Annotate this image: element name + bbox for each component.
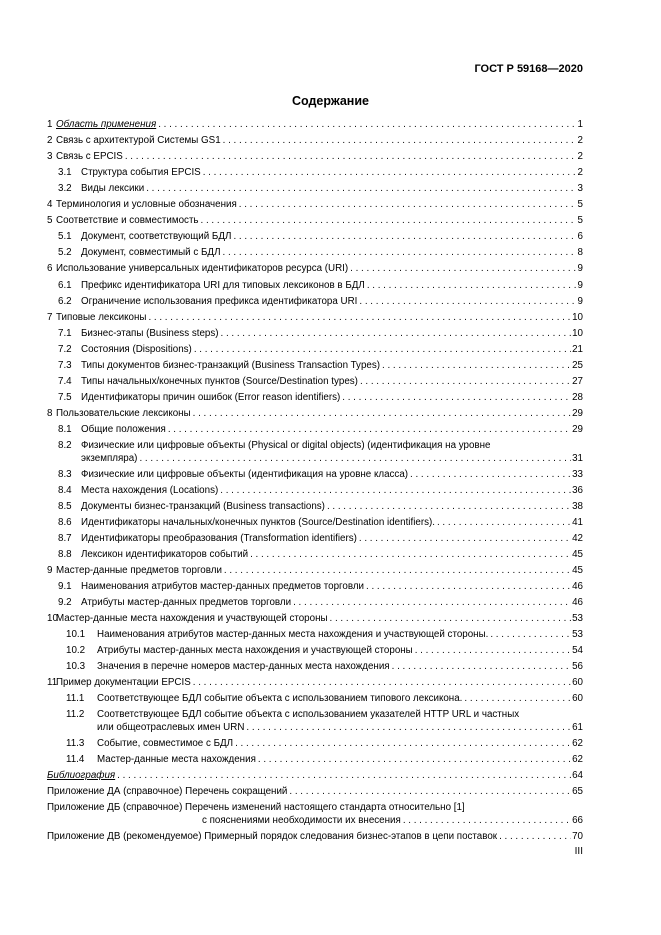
toc-entry[interactable] [47, 754, 583, 767]
toc-entry-title: Пример документации EPCIS [56, 677, 191, 689]
toc-entry-title: Наименования атрибутов мастер-данных места нахождения и участвующей стороны. [97, 629, 489, 641]
toc-entry-number: 7.1 [58, 327, 72, 339]
dot-leader [367, 280, 577, 293]
toc-page-number: 45 [572, 564, 583, 576]
toc-entry-number: 11.3 [66, 737, 85, 749]
dot-leader [258, 754, 571, 767]
toc-entry[interactable] [47, 296, 583, 309]
toc-entry-title: Физические или цифровые объекты (Physical or digital objects) (идентификация на уровне [81, 440, 491, 451]
document-header: ГОСТ Р 59168—2020 [474, 63, 583, 75]
toc-page-number: 8 [577, 247, 583, 259]
toc-entry-title: Документы бизнес-транзакций (Business transactions) [81, 500, 325, 512]
dot-leader [293, 597, 571, 610]
toc-entry-number: 9.2 [58, 596, 72, 608]
toc-entry-title: Префикс идентификатора URI для типовых лексиконов в БДЛ [81, 279, 365, 291]
toc-entry-title: Состояния (Dispositions) [81, 343, 192, 355]
toc-entry-number: 10.1 [66, 629, 86, 641]
toc-entry[interactable] [47, 376, 583, 389]
toc-page-number: 9 [577, 263, 583, 275]
toc-entry-title: Виды лексики [81, 183, 145, 195]
toc-entry[interactable] [47, 408, 583, 421]
toc-entry[interactable] [47, 151, 583, 164]
toc-page-number: 62 [572, 737, 583, 749]
toc-entry[interactable] [47, 312, 583, 325]
toc-entry-number: 1 [47, 119, 53, 130]
toc-entry-title: Связь с EPCIS [56, 151, 123, 163]
toc-page-number: 31 [572, 452, 583, 464]
toc-page-number: 2 [577, 151, 583, 163]
toc-page-number: 9 [577, 279, 583, 291]
dot-leader [415, 645, 571, 658]
toc-entry-number: 10.3 [66, 661, 86, 673]
toc-entry[interactable] [47, 485, 583, 498]
toc-page-number: 25 [572, 359, 583, 371]
toc-page-number: 45 [572, 548, 583, 560]
dot-leader [289, 786, 571, 799]
toc-entry-number: 11.2 [66, 709, 85, 721]
dot-leader [499, 831, 571, 844]
toc-entry-title: Приложение ДБ (справочное) Перечень изменений настоящего стандарта относительно [1] [47, 802, 465, 814]
toc-entry-title: Места нахождения (Locations) [81, 484, 219, 496]
toc-entry-number: 10.2 [66, 645, 86, 657]
toc-page-number: 2 [577, 135, 583, 147]
toc-entry[interactable] [47, 263, 583, 276]
toc-entry[interactable] [47, 199, 583, 212]
toc-entry[interactable] [47, 247, 583, 260]
toc-entry-title: Библиография [47, 769, 116, 781]
dot-leader [168, 424, 571, 437]
dot-leader [250, 549, 571, 562]
toc-entry-number: 6.1 [58, 279, 72, 291]
toc-entry-number: 3.1 [58, 167, 72, 179]
toc-page-number: 41 [572, 516, 583, 528]
toc-entry-title: Событие, совместимое с БДЛ [97, 737, 234, 749]
toc-entry[interactable] [47, 645, 583, 658]
toc-page-number: 53 [572, 629, 583, 641]
toc-entry-number: 8.5 [58, 500, 72, 512]
page-number: III [574, 846, 583, 857]
toc-entry[interactable] [47, 629, 583, 642]
toc-entry-title: Атрибуты мастер-данных предметов торговли [81, 596, 292, 608]
toc-page-number: 21 [572, 343, 583, 355]
toc-page-number: 36 [572, 484, 583, 496]
toc-entry[interactable] [47, 693, 583, 706]
toc-entry[interactable] [47, 231, 583, 244]
toc-page-number: 9 [577, 295, 583, 307]
toc-page-number: 54 [572, 645, 583, 657]
toc-entry-title: Использование универсальных идентификаторов ресурса (URI) [56, 263, 349, 275]
toc-page-number: 27 [572, 375, 583, 387]
toc-page-number: 56 [572, 661, 583, 673]
toc-entry-number: 7.3 [58, 359, 72, 371]
toc-entry-title: Общие положения [81, 423, 166, 435]
dot-leader [366, 581, 571, 594]
dot-leader [223, 135, 577, 148]
toc-page-number: 46 [572, 596, 583, 608]
dot-leader [158, 119, 576, 132]
toc-page-number: 65 [572, 786, 583, 797]
toc-entry[interactable] [47, 215, 583, 228]
dot-leader [224, 565, 571, 578]
dot-leader [410, 469, 571, 482]
toc-entry[interactable] [47, 183, 583, 196]
dot-leader [464, 693, 571, 706]
toc-page-number: 70 [572, 830, 583, 842]
toc-entry-number: 11 [47, 677, 58, 689]
dot-leader [201, 215, 577, 228]
toc-entry-number: 8 [47, 407, 53, 419]
toc-entry[interactable] [47, 533, 583, 546]
toc-entry[interactable] [47, 738, 583, 751]
toc-entry[interactable] [47, 517, 583, 530]
toc-entry-number: 8.1 [58, 423, 72, 435]
toc-entry[interactable] [47, 280, 583, 293]
dot-leader [117, 770, 571, 783]
toc-entry-title: Связь с архитектурой Системы GS1 [56, 135, 221, 147]
toc-entry-number: 11.1 [66, 693, 85, 705]
toc-entry-title: Соответствующее БДЛ событие объекта с использованием указателей HTTP URL и частных [97, 709, 520, 721]
toc-page-number: 6 [577, 231, 583, 243]
toc-entry-title: Типы начальных/конечных пунктов (Source/Destination types) [81, 375, 358, 387]
dot-leader [350, 263, 576, 276]
toc-entry-title: Область применения [56, 119, 157, 130]
dot-leader [437, 517, 571, 530]
toc-entry-title: Идентификаторы начальных/конечных пунктов (Source/Destination identifiers). [81, 516, 435, 528]
toc-entry-title: Мастер-данные места нахождения и участвующей стороны [56, 613, 328, 624]
toc-entry-number: 7.4 [58, 375, 72, 387]
toc-entry-number: 9 [47, 564, 53, 576]
dot-leader [235, 738, 571, 751]
toc-entry-number: 8.7 [58, 532, 72, 544]
toc-entry-number: 2 [47, 135, 53, 147]
toc-entry-number: 10 [47, 613, 58, 624]
dot-leader [382, 360, 571, 373]
toc-entry[interactable] [47, 440, 583, 465]
toc-entry-number: 8.3 [58, 468, 72, 480]
dot-leader [359, 296, 576, 309]
toc-entry-number: 5.2 [58, 247, 72, 259]
toc-entry-title: Типы документов бизнес-транзакций (Business Transaction Types) [81, 359, 381, 371]
toc-entry-title: Мастер-данные предметов торговли [56, 564, 222, 576]
toc-entry-title: Документ, соответствующий БДЛ [81, 231, 232, 243]
toc-page-number: 64 [572, 769, 583, 781]
toc-entry-number: 5 [47, 215, 53, 227]
toc-entry[interactable] [47, 167, 583, 180]
toc-entry-number: 9.1 [58, 580, 72, 592]
toc-page-number: 60 [572, 693, 583, 705]
toc-entry-title: Наименования атрибутов мастер-данных предметов торговли [81, 580, 365, 592]
toc-entry-title: Физические или цифровые объекты (идентификация на уровне класса) [81, 468, 409, 480]
toc-entry-number: 4 [47, 199, 53, 211]
toc-page-number: 5 [577, 199, 583, 211]
dot-leader [342, 392, 571, 405]
toc-page-number: 3 [577, 183, 583, 195]
toc-page-number: 29 [572, 423, 583, 435]
toc-entry[interactable] [47, 135, 583, 148]
toc-entry[interactable] [47, 802, 583, 827]
toc-entry-title: Соответствие и совместимость [56, 215, 199, 227]
dot-leader [490, 629, 571, 642]
toc-entry-title: Соответствующее БДЛ событие объекта с использованием типового лексикона. [97, 693, 463, 705]
toc-entry-title: Идентификаторы причин ошибок (Error reason identifiers) [81, 391, 341, 403]
toc-page-number: 10 [572, 327, 583, 339]
toc-entry-title: Структура события EPCIS [81, 167, 201, 179]
dot-leader [403, 815, 571, 828]
toc-page-number: 38 [572, 500, 583, 512]
toc-page-number: 2 [577, 167, 583, 179]
toc-entry[interactable] [47, 677, 583, 690]
toc-entry[interactable] [47, 565, 583, 578]
toc-entry[interactable] [47, 613, 583, 626]
toc-entry-title: Приложение ДА (справочное) Перечень сокращений [47, 786, 288, 797]
toc-entry-title: Бизнес-этапы (Business steps) [81, 327, 219, 339]
page-title: Содержание [291, 94, 369, 108]
dot-leader [233, 231, 576, 244]
toc-entry[interactable] [47, 119, 583, 132]
dot-leader [392, 661, 571, 674]
toc-entry-number: 7.2 [58, 343, 72, 355]
dot-leader [223, 247, 577, 260]
dot-leader [125, 151, 577, 164]
toc-entry-number: 7 [47, 311, 53, 323]
dot-leader [327, 501, 571, 514]
toc-entry-number: 8.2 [58, 440, 72, 451]
toc-page-number: 46 [572, 580, 583, 592]
toc-entry-number: 7.5 [58, 391, 72, 403]
dot-leader [221, 328, 572, 341]
toc-entry-title: Типовые лексиконы [56, 311, 147, 323]
dot-leader [139, 453, 571, 466]
toc-entry-number: 8.4 [58, 484, 72, 496]
toc-entry-title: Приложение ДВ (рекомендуемое) Примерный порядок следования бизнес-этапов в цепи поставок [47, 830, 498, 842]
toc-entry[interactable] [47, 392, 583, 405]
dot-leader [193, 408, 571, 421]
toc-entry[interactable] [47, 709, 583, 734]
toc-entry-title-continued: с пояснениями необходимости их внесения [202, 814, 401, 826]
toc-page-number: 1 [577, 119, 583, 130]
toc-page-number: 61 [572, 721, 583, 733]
toc-page-number: 66 [572, 814, 583, 826]
toc-entry[interactable] [47, 424, 583, 437]
dot-leader [220, 485, 571, 498]
toc-entry[interactable] [47, 501, 583, 514]
dot-leader [148, 312, 571, 325]
toc-page-number: 5 [577, 215, 583, 227]
toc-entry[interactable] [47, 360, 583, 373]
toc-page-number: 33 [572, 468, 583, 480]
toc-page-number: 29 [572, 407, 583, 419]
dot-leader [194, 344, 571, 357]
toc-entry[interactable] [47, 344, 583, 357]
toc-entry-number: 8.8 [58, 548, 72, 560]
toc-entry[interactable] [47, 786, 583, 799]
toc-entry-title-continued: или общеотраслевых имен URN [97, 721, 245, 733]
toc-entry-title: Атрибуты мастер-данных места нахождения и участвующей стороны [97, 645, 413, 657]
dot-leader [239, 199, 577, 212]
toc-page-number: 60 [572, 677, 583, 689]
toc-entry[interactable] [47, 770, 583, 783]
toc-entry-number: 3 [47, 151, 53, 163]
toc-entry-title: Терминология и условные обозначения [56, 199, 237, 211]
toc-entry-number: 3.2 [58, 183, 72, 195]
toc-entry[interactable] [47, 661, 583, 674]
toc-entry-title: Ограничение использования префикса идентификатора URI [81, 295, 358, 307]
dot-leader [359, 533, 571, 546]
toc-entry-title: Лексикон идентификаторов событий [81, 548, 249, 560]
toc-entry-title: Значения в перечне номеров мастер-данных места нахождения [97, 661, 390, 673]
toc-entry-title: Пользовательские лексиконы [56, 407, 191, 419]
toc-entry[interactable] [47, 831, 583, 844]
dot-leader [246, 722, 571, 735]
toc-entry[interactable] [47, 328, 583, 341]
toc-entry[interactable] [47, 549, 583, 562]
toc-entry-number: 11.4 [66, 753, 85, 765]
toc-entry-number: 6.2 [58, 295, 72, 307]
dot-leader [330, 613, 572, 626]
toc-entry[interactable] [47, 469, 583, 482]
toc-entry-title-continued: экземпляра) [81, 452, 138, 464]
toc-entry[interactable] [47, 581, 583, 594]
toc-entry-title: Мастер-данные места нахождения [97, 753, 256, 765]
toc-page-number: 28 [572, 391, 583, 403]
toc-entry-number: 6 [47, 263, 53, 275]
dot-leader [360, 376, 571, 389]
toc-page-number: 10 [572, 311, 583, 323]
toc-entry-title: Идентификаторы преобразования (Transformation identifiers) [81, 532, 357, 544]
toc-entry[interactable] [47, 597, 583, 610]
dot-leader [193, 677, 571, 690]
dot-leader [203, 167, 577, 180]
toc-entry-number: 8.6 [58, 516, 72, 528]
toc-page-number: 62 [572, 753, 583, 765]
toc-entry-number: 5.1 [58, 231, 72, 243]
dot-leader [146, 183, 576, 196]
toc-page-number: 42 [572, 532, 583, 544]
toc-entry-title: Документ, совместимый с БДЛ [81, 247, 221, 259]
toc-page-number: 53 [572, 613, 583, 624]
